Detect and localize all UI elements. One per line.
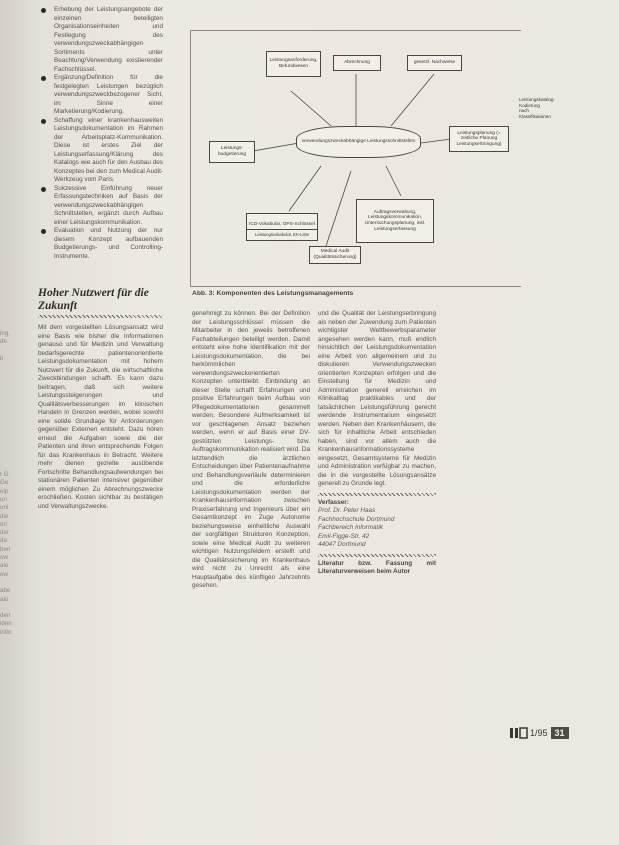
- margin-fragment: [0, 371, 18, 379]
- column-2-text: genehmigt zu können. Bei der Definition der Leistungsschlüssel müssen die Mitarbeiter in den jeweils betroffenen Fachabteilungen beteiligt werden. Damit entsteht eine hohe Identifikation mit der Leistungsdokumentation, die bei herkömmlichen verwendungszweckorientierten Konzepten unterbleibt. Einbindung an dieser Stelle schafft Erfahrungen und positive Erfahrungen beim Aufbau von Pflegedokumentationen gesammelt werden. Besondere Aufmerksamkeit ist vor geschlagenen Ansatz beziehen werden, wenn er auf Basis einer DV-gestützten Leistungs- bzw. Auftragskommunikation realisiert wird. Da letztendlich die ärztlichen Entscheidungen über Patientenaufnahme und Behandlungsverläufe determinieren und die erforderliche Leistungsdokumentation werden der Krankenhausinformation zwischen Praxiserfahrung und Ingenieurs über ein Gesamtkonzept im Zuge Autonome beziehungsweise einheitliche Auswahl der sorgfältigen Strukturen Konzeption, sowie eine Medical Audit zu weiteren wichtigen Nutzungsfeldern erstellt und die Qualitätssicherung im Krankenhaus wird nicht zu Unrecht als eine Hauptaufgabe des künftigen Jahrzehnts gesehen.: [192, 310, 310, 589]
- connector-line: [421, 139, 451, 143]
- literature-rule: [318, 554, 436, 557]
- margin-fragment: die: [0, 512, 9, 520]
- diagram-figure: [190, 30, 556, 287]
- author-line: 44047 Dortmund: [318, 541, 366, 548]
- author-label: Verfasser:: [318, 498, 349, 506]
- connector-line: [386, 166, 401, 196]
- bullet-item: Schaffung einer krankenhausweiten Leistungsdokumentation im Rahmen der Arbeitsplatz-Kommunikation. Diese ist erstes Ziel der Leistungserfassung/Klärung des Katalogs wie auch für den Ausbau des Konzeptes bei den zum Medical Audit-Werkzeug vom Paris.: [38, 117, 163, 185]
- connector-line: [291, 91, 331, 126]
- margin-fragment: [0, 446, 18, 454]
- margin-fragment: de: [0, 338, 7, 346]
- margin-fragment: den: [0, 612, 11, 620]
- margin-fragment: da: [0, 537, 7, 545]
- margin-fragment: [0, 454, 18, 462]
- margin-fragment: [0, 405, 18, 413]
- margin-fragment: [0, 604, 18, 612]
- bullet-list: [38, 6, 163, 261]
- connector-line: [253, 143, 299, 151]
- column-2: [192, 310, 310, 591]
- margin-fragment: [0, 380, 18, 388]
- box-gesetzl-nachweise: gesetzl. Nachweise: [407, 55, 462, 71]
- margin-fragment: ben: [0, 545, 11, 553]
- bullet-item: Sukzessive Einführung neuer Erfassungstechniken auf Basis der verwendungszweckabhängigen Schnittstellen, ergänzt durch Aufbau einer Leistungskommunikation.: [38, 185, 163, 228]
- margin-fragment: ing,: [0, 330, 10, 337]
- box-abrechnung: Abrechnung: [333, 55, 381, 71]
- heading-rule: [38, 315, 163, 318]
- margin-fragment: ew: [0, 570, 8, 578]
- margin-fragment: iden: [0, 620, 12, 628]
- bullet-item: Evaluation und Nutzung der nur diesem Konzept aufbauenden Budgetierungs- und Controlling-Instrumente.: [38, 227, 163, 261]
- figure-caption: Abb. 3: Komponenten des Leistungsmanagements: [192, 290, 354, 297]
- left-margin-text: [0, 330, 18, 637]
- box-icd-vokabular: ICD-Vokabular, OPS-Schlüssel: [246, 213, 318, 237]
- box-medical-audit: Medical Audit (Qualitätssicherung): [309, 246, 361, 264]
- margin-fragment: ori: [0, 520, 7, 528]
- margin-fragment: der: [0, 529, 9, 537]
- box-leistungsanforderung: Leistungsanforderung, Befundwesen: [266, 51, 321, 77]
- author-line: Emil-Figge-Str. 42: [318, 532, 370, 540]
- bullet-item: Ergänzung/Definition für die festgelegten Leistungen bezüglich verwendungszweckbezogener Sicht, im Sinne einer Marketierung/Kodierung.: [38, 74, 163, 117]
- margin-fragment: uni: [0, 504, 9, 512]
- bullet-item: Erhebung der Leistungsangebote der einzelnen beteiligten Organisationseinheiten und Festlegung des verwendungszweckabhängigen Sortiments unter Beachtung/Verwendung existierender Fachschlüssel.: [38, 6, 163, 74]
- margin-fragment: aki: [0, 595, 8, 603]
- author-line: Fachhochschule Dortmund: [318, 515, 395, 523]
- author-line: Fachbereich Informatik: [318, 524, 383, 531]
- margin-fragment: [0, 396, 18, 404]
- column-3: [318, 310, 436, 577]
- literature-note: Literatur bzw. Fassung mit Literaturverweisen beim Autor: [318, 559, 436, 575]
- margin-fragment: [0, 579, 18, 587]
- margin-fragment: [0, 421, 18, 429]
- author-rule: [318, 493, 436, 496]
- column-3-text: und die Qualität der Leistungserbringung als neben der Zuwendung zum Patienten wichtigster Wettbewerbsparameter angesehen werden kann, muß endlich hinsichtlich der Leistungsdokumentation eine Arbeit von allgemeinem und zu diskutieren Verwendungszwecken orientierten Konzepten erfolgen und die Einstellung für Medizin und Administration generell erreichen im Klinikalltag praktikables und der tatsächlichen Leistungsführung gerecht werdende Instrumentarium eingesetzt werden. Neben den Krankenhäusern, die sich für inhaltliche Arbeit entschieden haben, sind vor allem auch die Krankenhausinformationssysteme eingesetzt, Gesamtsysteme für Medizin und Administration verfügbar zu machen, die in die vorgestellte Lösungsansätze generell zu Grunde legt.: [318, 310, 436, 487]
- box-leistungsvokabular: Leistungsvokabular, EK-Liste: [246, 229, 318, 241]
- margin-fragment: eip: [0, 487, 9, 495]
- margin-fragment: [0, 388, 18, 396]
- box-leistungsbudgetierung: Leistungs-budgetierung: [209, 141, 255, 163]
- margin-fragment: un: [0, 495, 7, 503]
- author-line: Prof. Dr. Peter Haas: [318, 507, 376, 514]
- margin-fragment: [0, 438, 18, 446]
- margin-fragment: abe: [0, 587, 11, 595]
- margin-fragment: ale: [0, 562, 9, 570]
- margin-fragment: [0, 413, 18, 421]
- connector-line: [391, 74, 434, 126]
- margin-fragment: [0, 347, 18, 355]
- column-1-text: Mit dem vorgestellten Lösungsansatz wird eine Basis wie bisher die Informationen genauso und für Medizin und Verwaltung bedarfsgerechte patientenorientierte Leistungsdokumentation mit hohem Nutzwert für die Zukunft, die wirtschaftliche Zweckbindungen schafft. Es kann dazu beitragen, daß sich weitere Leistungssteigerungen und Qualitätsverbesserungen im klinischen Handeln in Grenzen werden, wobei sowohl eine solide Grundlage für Anforderungen gegenüber Externen entsteht. Dazu hören erneut die Aufgaben sowie die der Patienten und ihren entsprechende Folgen für das Krankenhaus in Betracht. Weitere mehr dienen gezielte ausübende Fortschritte Behandlungsaufwendungen bei stationären Patienten intensiver gegenüber einem möglichen Zu Abrechnungszwecke erschließen. Kosten sichtbar zu bestätigen und Verwaltungszwecke.: [38, 324, 163, 510]
- folio: [510, 727, 569, 739]
- margin-fragment: r G: [0, 471, 9, 479]
- page-number: 31: [551, 727, 569, 739]
- box-leistungsplanung: Leistungsplanung (= zeitliche Planung Leistungserbringung): [449, 126, 509, 152]
- connector-line: [289, 166, 321, 211]
- box-leistungsschnittstellen: verwendungszweckabhängige Leistungsschnittstellen: [296, 126, 421, 158]
- margin-fragment: [0, 430, 18, 438]
- magazine-logo-icon: [510, 727, 528, 739]
- issue-number: 1/95: [530, 728, 548, 738]
- margin-fragment: intlo: [0, 628, 12, 636]
- margin-fragment: [0, 463, 18, 471]
- box-auftragsverwaltung: Auftragsverwaltung, Leistungskommunikation, Untersuchungsplanung, inkl. Leistungserfassung: [356, 199, 434, 243]
- section-heading: Hoher Nutzwert für die Zukunft: [38, 287, 149, 312]
- margin-fragment: ow: [0, 554, 8, 562]
- margin-fragment: Ge: [0, 479, 9, 487]
- margin-fragment: it: [0, 354, 4, 362]
- diagram-side-label: Leistungskatalog-Kodierung nach Klassifikationen: [519, 97, 556, 119]
- connector-line: [326, 171, 351, 246]
- column-1: [38, 6, 163, 511]
- margin-fragment: [0, 363, 18, 371]
